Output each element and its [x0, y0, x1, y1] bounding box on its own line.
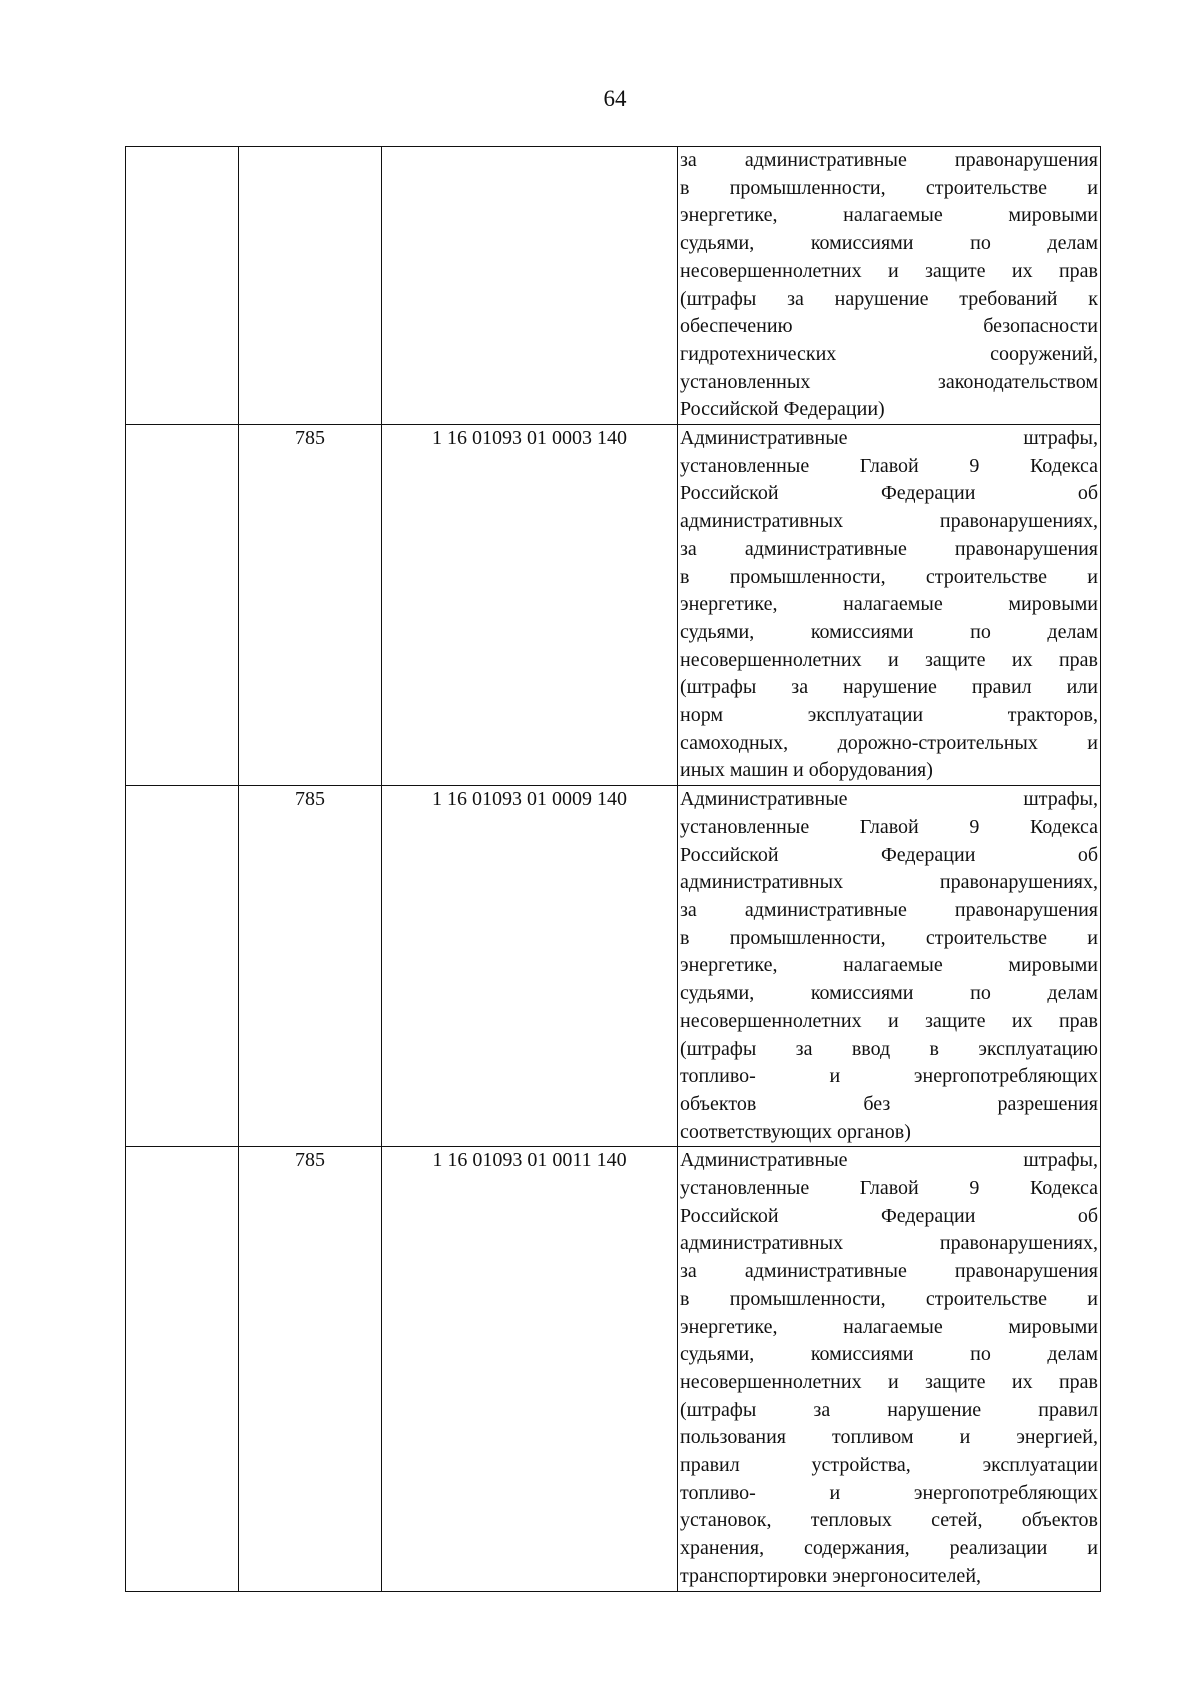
description-line: несовершеннолетних и защите их прав [680, 259, 1098, 282]
description-line: пользования топливом и энергией, [680, 1426, 1098, 1449]
kbk-code-cell [382, 147, 678, 425]
kbk-code-cell: 1 16 01093 01 0011 140 [382, 1147, 678, 1591]
description-line: за административные правонарушения [680, 149, 1098, 171]
description-line: самоходных, дорожно-строительных и [680, 731, 1098, 754]
description-line: административных правонарушениях, [680, 510, 1098, 533]
table-body [126, 147, 1101, 1592]
description-cell [678, 425, 1101, 786]
description-line: за административные правонарушения [680, 1260, 1098, 1283]
description-line: (штрафы за нарушение правил или [680, 676, 1098, 699]
description-line: иных машин и оборудования) [680, 759, 933, 782]
description-cell [678, 786, 1101, 1147]
description-line: энергетике, налагаемые мировыми [680, 1315, 1098, 1338]
description-line: несовершеннолетних и защите их прав [680, 1009, 1098, 1032]
description-line: объектов без разрешения [680, 1092, 1098, 1115]
description-line: энергетике, налагаемые мировыми [680, 204, 1098, 227]
description-line: административных правонарушениях, [680, 871, 1098, 894]
admin-code-cell: 785 [239, 425, 382, 786]
description-line: обеспечению безопасности [680, 315, 1098, 338]
description-line: (штрафы за нарушение правил [680, 1398, 1098, 1421]
table-row [126, 425, 1101, 786]
empty-cell [126, 425, 239, 786]
description-line: правил устройства, эксплуатации [680, 1454, 1098, 1477]
description-line: энергетике, налагаемые мировыми [680, 954, 1098, 977]
description-line: в промышленности, строительстве и [680, 1287, 1098, 1310]
description-line: (штрафы за нарушение требований к [680, 287, 1098, 310]
description-line: Российской Федерации) [680, 398, 885, 421]
budget-classification-table [125, 146, 1101, 1592]
description-line: транспортировки энергоносителей, [680, 1564, 982, 1587]
admin-code-cell [239, 147, 382, 425]
description-line: в промышленности, строительстве и [680, 176, 1098, 199]
table-row [126, 147, 1101, 425]
description-line: в промышленности, строительстве и [680, 565, 1098, 588]
description-line: в промышленности, строительстве и [680, 926, 1098, 949]
empty-cell [126, 1147, 239, 1591]
description-line: Административные штрафы, [680, 1149, 1098, 1172]
description-line: за административные правонарушения [680, 537, 1098, 560]
description-line: установленные Главой 9 Кодекса [680, 1177, 1098, 1200]
table-row [126, 786, 1101, 1147]
description-cell [678, 147, 1101, 425]
description-line: судьями, комиссиями по делам [680, 982, 1098, 1005]
empty-cell [126, 147, 239, 425]
description-line: установленных законодательством [680, 370, 1098, 393]
description-line: установок, тепловых сетей, объектов [680, 1509, 1098, 1532]
description-line: топливо- и энергопотребляющих [680, 1481, 1098, 1504]
description-line: соответствующих органов) [680, 1120, 911, 1143]
description-line: гидротехнических сооружений, [680, 342, 1098, 365]
description-line: Административные штрафы, [680, 788, 1098, 811]
page-number: 64 [603, 86, 627, 111]
description-line: несовершеннолетних и защите их прав [680, 1370, 1098, 1393]
kbk-code-cell: 1 16 01093 01 0009 140 [382, 786, 678, 1147]
description-line: топливо- и энергопотребляющих [680, 1065, 1098, 1088]
admin-code-cell: 785 [239, 786, 382, 1147]
description-cell [678, 1147, 1101, 1591]
table-row [126, 1147, 1101, 1591]
kbk-code-cell: 1 16 01093 01 0003 140 [382, 425, 678, 786]
description-line: судьями, комиссиями по делам [680, 1343, 1098, 1366]
admin-code-cell: 785 [239, 1147, 382, 1591]
description-line: хранения, содержания, реализации и [680, 1537, 1098, 1560]
description-line: за административные правонарушения [680, 898, 1098, 921]
description-line: Российской Федерации об [680, 1204, 1098, 1227]
description-line: Российской Федерации об [680, 843, 1098, 866]
description-line: Российской Федерации об [680, 482, 1098, 505]
description-line: (штрафы за ввод в эксплуатацию [680, 1037, 1098, 1060]
description-line: норм эксплуатации тракторов, [680, 704, 1098, 727]
description-line: административных правонарушениях, [680, 1232, 1098, 1255]
description-line: энергетике, налагаемые мировыми [680, 593, 1098, 616]
description-line: несовершеннолетних и защите их прав [680, 648, 1098, 671]
description-line: Административные штрафы, [680, 427, 1098, 450]
description-line: судьями, комиссиями по делам [680, 620, 1098, 643]
description-line: установленные Главой 9 Кодекса [680, 815, 1098, 838]
description-line: установленные Главой 9 Кодекса [680, 454, 1098, 477]
description-line: судьями, комиссиями по делам [680, 232, 1098, 255]
empty-cell [126, 786, 239, 1147]
